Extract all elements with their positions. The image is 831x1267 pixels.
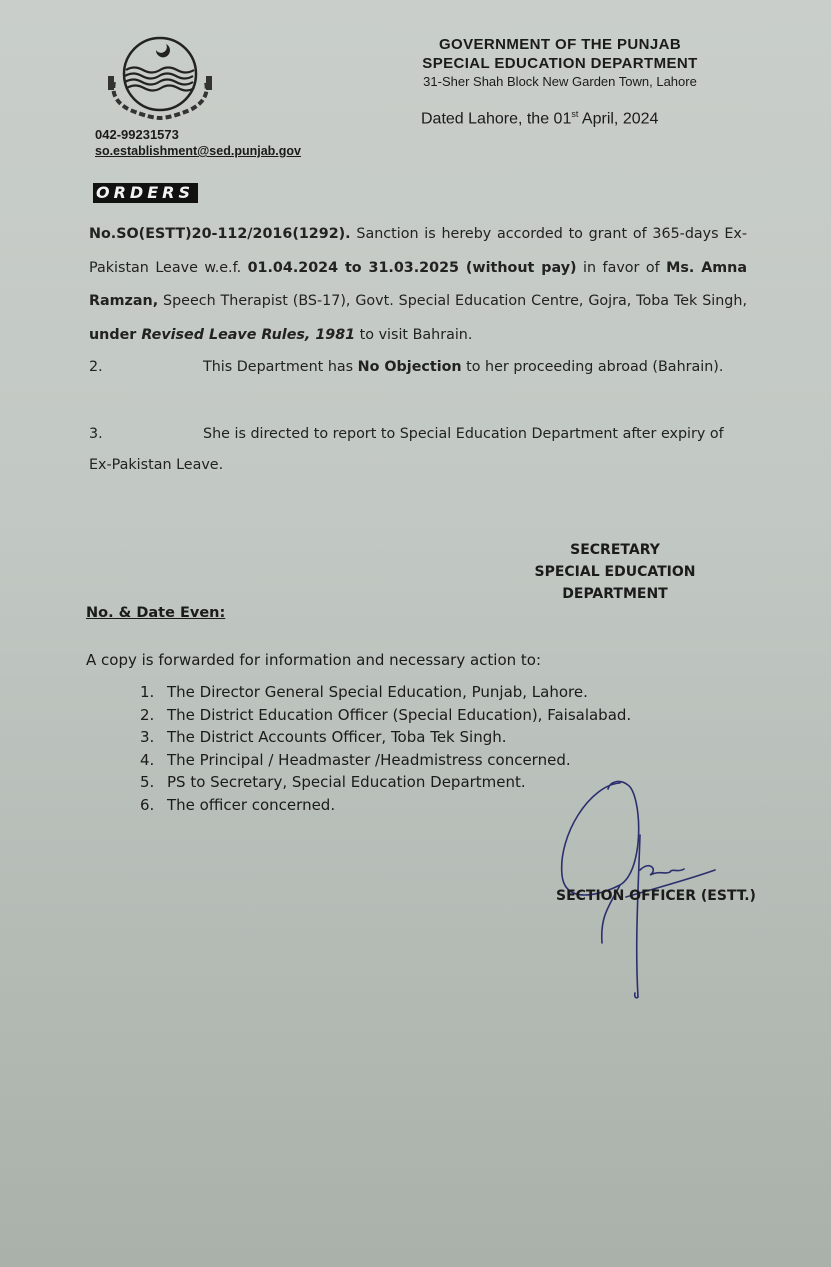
para1-text-3: Speech Therapist (BS-17), Govt. Special Education Centre, Gojra, Toba Tek Singh, bbox=[158, 293, 747, 309]
para1-text-1: Sanction is hereby accorded to grant of 365-days Ex-Pakistan Leave w.e.f. bbox=[89, 226, 747, 276]
no-objection: No Objection bbox=[357, 359, 462, 375]
email-link[interactable]: so.establishment@sed.punjab.gov bbox=[95, 144, 301, 158]
para1-text-2: in favor of bbox=[576, 259, 667, 276]
leave-dates: 01.04.2024 to 31.03.2025 (without pay) bbox=[247, 259, 577, 276]
orders-label: ORDERS bbox=[93, 183, 198, 203]
signatory-line-1: SECRETARY bbox=[570, 542, 660, 558]
employee-name: Ms. Amna Ramzan, bbox=[89, 259, 747, 309]
reference-number: No.SO(ESTT)20-112/2016(1292). bbox=[89, 226, 351, 242]
order-paragraph-2 bbox=[89, 351, 747, 385]
para3-text: She is directed to report to Special Education Department after expiry of Ex-Pakistan Leave. bbox=[89, 426, 724, 473]
para2-text-1: This Department has bbox=[203, 359, 358, 375]
para2-text-2: to her proceeding abroad (Bahrain). bbox=[461, 359, 724, 375]
para3-number: 3. bbox=[89, 426, 103, 442]
para1-text-4: to visit Bahrain. bbox=[355, 326, 473, 343]
list-item: 2. The District Education Officer (Special Education), Faisalabad. bbox=[140, 705, 632, 724]
dated-prefix: Dated Lahore, the 01 bbox=[421, 110, 572, 128]
dated-line bbox=[421, 109, 658, 128]
letterhead bbox=[395, 35, 725, 90]
order-paragraph-1 bbox=[89, 218, 747, 352]
list-item: 4. The Principal / Headmaster /Headmistress concerned. bbox=[140, 750, 571, 769]
dated-sup: st bbox=[571, 109, 579, 119]
copy-forwarded-intro: A copy is forwarded for information and necessary action to: bbox=[86, 651, 542, 669]
phone-number: 042-99231573 bbox=[95, 127, 179, 142]
leave-rules: Revised Leave Rules, 1981 bbox=[141, 326, 356, 343]
no-date-even: No. & Date Even: bbox=[86, 605, 226, 621]
secretary-signatory bbox=[515, 539, 715, 605]
dated-suffix: April, 2024 bbox=[578, 110, 659, 128]
section-officer-title: SECTION OFFICER (ESTT.) bbox=[556, 888, 756, 904]
contact-block bbox=[95, 127, 301, 159]
list-item: 1. The Director General Special Education, Punjab, Lahore. bbox=[140, 683, 588, 701]
list-item: 5. PS to Secretary, Special Education Department. bbox=[140, 773, 526, 791]
list-item: 3. The District Accounts Officer, Toba Tek Singh. bbox=[140, 728, 507, 746]
list-item: 6. The officer concerned. bbox=[140, 795, 336, 814]
signatory-line-3: DEPARTMENT bbox=[562, 586, 668, 602]
para1-under: under bbox=[89, 326, 142, 343]
department-address: 31-Sher Shah Block New Garden Town, Lahore bbox=[423, 74, 697, 89]
government-title: GOVERNMENT OF THE PUNJAB bbox=[438, 36, 682, 53]
para2-number: 2. bbox=[89, 359, 103, 375]
department-title: SPECIAL EDUCATION DEPARTMENT bbox=[422, 55, 698, 72]
signatory-line-2: SPECIAL EDUCATION bbox=[534, 564, 696, 580]
punjab-government-emblem-icon bbox=[104, 36, 216, 120]
order-paragraph-3 bbox=[89, 419, 747, 481]
